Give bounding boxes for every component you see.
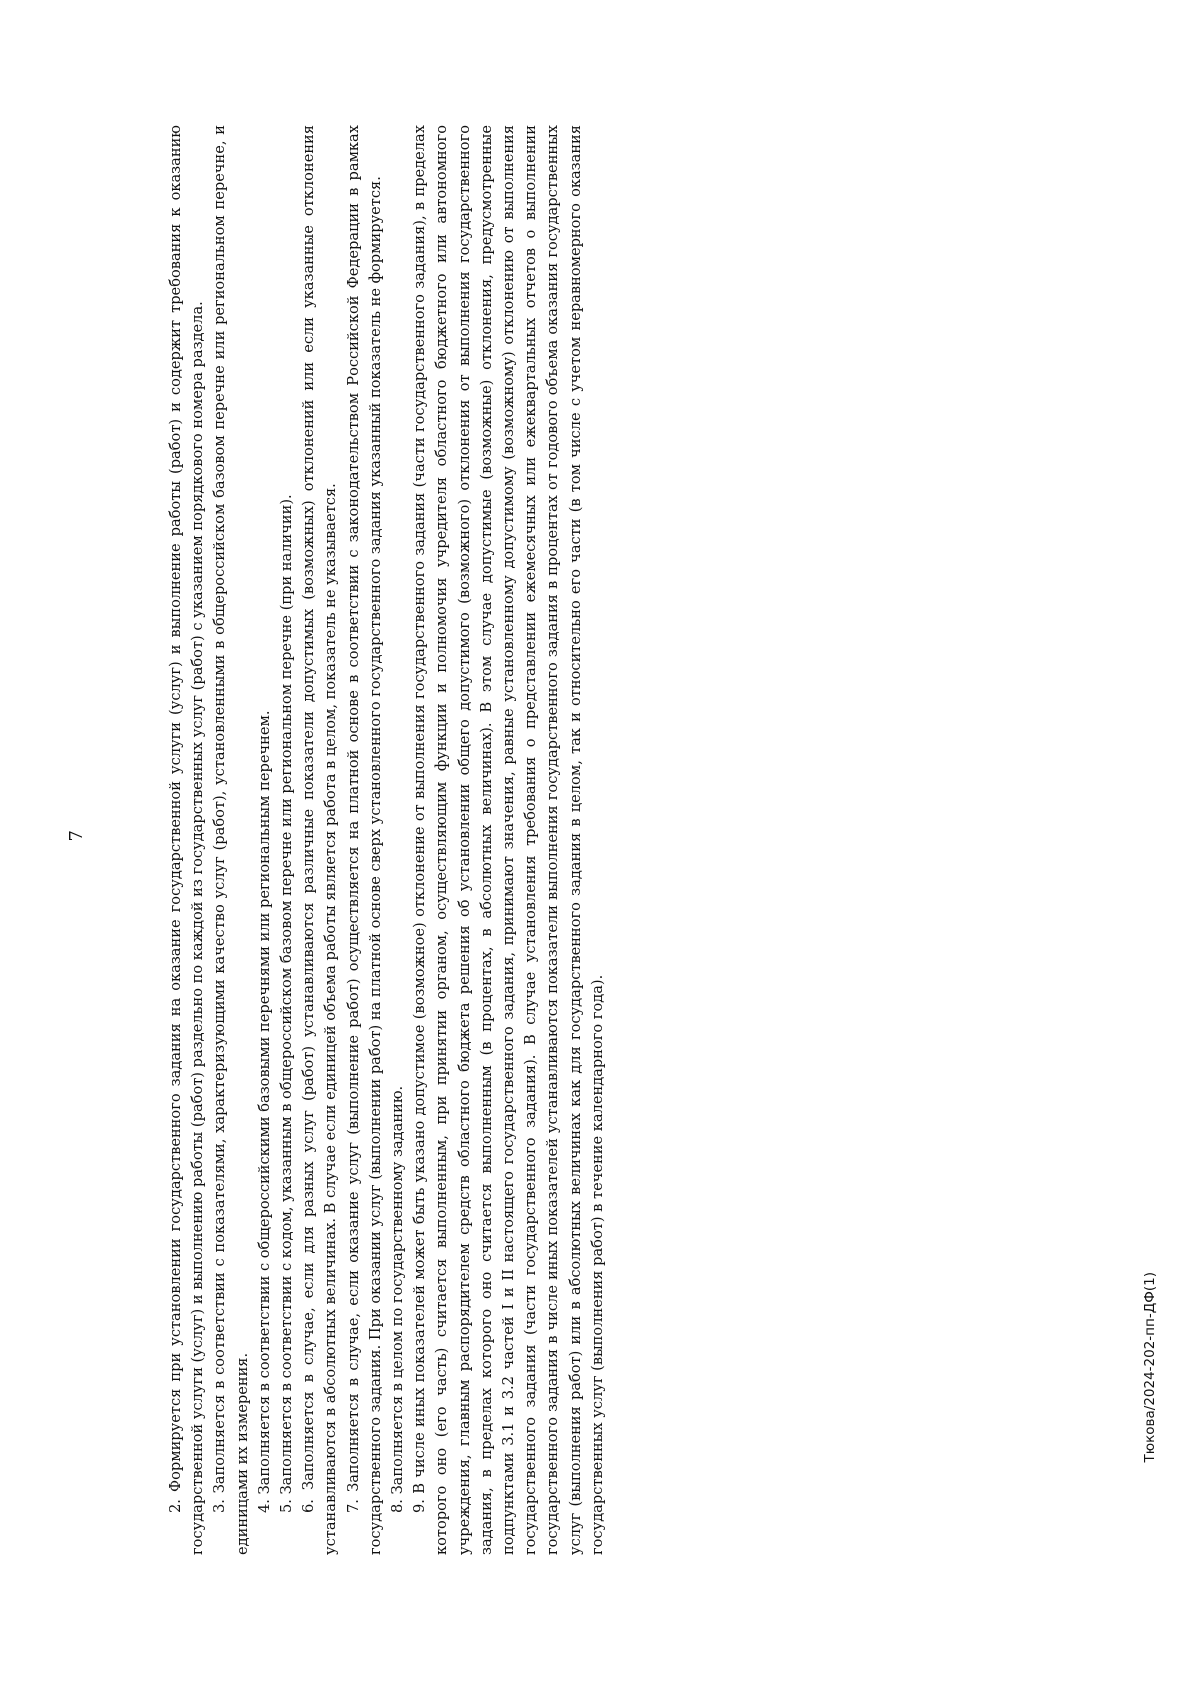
note-paragraph-5: 5. Заполняется в соответствии с кодом, указанным в общероссийском базовом перечне или региональном перечне (при наличии). xyxy=(278,494,296,1513)
note-paragraph-7: 7. Заполняется в случае, если оказание услуг (выполнение работ) осуществляется на платной основе в соответствии с законодательством Российской Федерации в рамках государственного задания. При оказании услуг (выполнении работ) на платной основе сверх установленного государственного задания указанный показатель не формируется. xyxy=(344,125,384,1555)
note-paragraph-9: 9. В числе иных показателей может быть указано допустимое (возможное) отклонение от выполнения государственного задания (части государственного задания), в пределах которого оно (его часть) считается выполненным, при принятии органом, осуществляющим функции и полномочия учредителя областного бюджетного или автономного учреждения, главным распорядителем средств областного бюджета решения об установлении общего допустимого (возможного) отклонения от выполнения государственного задания, в пределах которого оно считается выполненным (в процентах, в абсолютных величинах). В этом случае допустимые (возможные) отклонения, предусмотренные подпунктами 3.1 и 3.2 частей I и II настоящего государственного задания, принимают значения, равные установленному допустимому (возможному) отклонению от выполнения государственного задания (части государственного задания). В случае установления требования о представлении ежемесячных или ежеквартальных отчетов о выполнении государственного задания в числе иных показателей устанавливаются показатели выполнения государственного задания в процентах от годового объема оказания государственных услуг (выполнения работ) или в абсолютных величинах как для государственного задания в целом, так и относительно его части (в том числе с учетом неравномерного оказания государственных услуг (выполнения работ) в течение календарного года). xyxy=(411,125,606,1555)
document-code: Тюкова/2024-202-пп-ДФ(1) xyxy=(1142,1272,1158,1463)
notes-body xyxy=(165,125,685,1555)
note-paragraph-2: 2. Формируется при установлении государственного задания на оказание государственной услуги (услуг) и выполнение работы (работ) и содержит требования к оказанию государственной услуги (услуг) и выполнению работы (работ) раздельно по каждой из государственных услуг (работ) с указанием порядкового номера раздела. xyxy=(167,125,207,1555)
page-number: 7 xyxy=(66,830,87,842)
note-paragraph-8: 8. Заполняется в целом по государственному заданию. xyxy=(389,1085,407,1513)
note-paragraph-6: 6. Заполняется в случае, если для разных услуг (работ) устанавливаются различные показатели допустимых (возможных) отклонений или если указанные отклонения устанавливаются в абсолютных величинах. В случае если единицей объема работы является работа в целом, показатель не указывается. xyxy=(300,125,340,1555)
note-paragraph-4: 4. Заполняется в соответствии с общероссийскими базовыми перечнями или региональным перечнем. xyxy=(255,710,273,1513)
note-paragraph-3: 3. Заполняется в соответствии с показателями, характеризующими качество услуг (работ), установленными в общероссийском базовом перечне или региональном перечне, и единицами их измерения. xyxy=(211,125,251,1555)
